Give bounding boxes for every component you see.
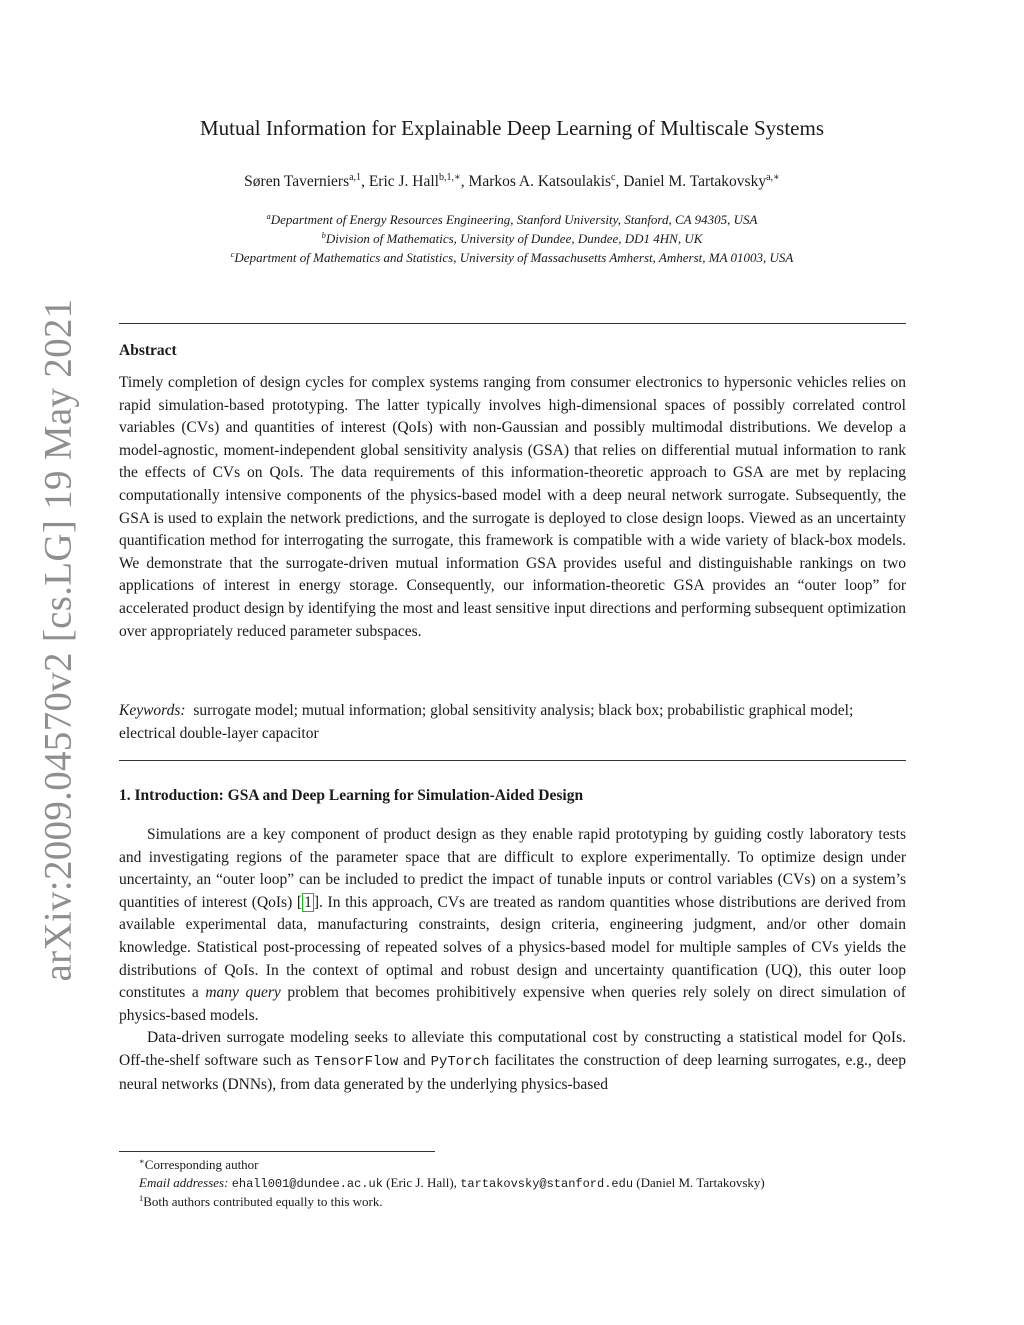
arxiv-identifier: arXiv:2009.04570v2 [cs.LG] 19 May 2021 — [36, 298, 80, 982]
footnotes — [119, 1156, 906, 1211]
author-list: Søren Taverniers$^{a,1}$, Eric J. Hall$^{b,1,∗}$, Markos A. Katsoulakis$^c$, Daniel M. Tartakovsky$^{a,∗}$ — [244, 172, 780, 190]
abstract-heading: Abstract — [119, 342, 177, 359]
footnote-rule — [119, 1151, 435, 1152]
citation-link[interactable]: 1 — [304, 893, 312, 911]
paragraph: Data-driven surrogate modeling seeks to alleviate this computational cost by constructing a statistical model for QoIs. Off-the-shelf software such as TensorFlow and PyTorch facilitates the construction of deep learning surrogates, e.g., deep neural networks (DNNs), from data generated by the underlying physics-based — [119, 1029, 906, 1093]
affiliation: $^b$Division of Mathematics, University of Dundee, Dundee, DD1 4HN, UK — [321, 230, 703, 246]
author-affiliation-mark: a,∗ — [766, 172, 780, 183]
email-link[interactable]: tartakovsky@stanford.edu — [460, 1177, 634, 1191]
paragraph: Simulations are a key component of product design as they enable rapid prototyping by guiding costly laboratory tests and investigating regions of the parameter space that are difficult to explore experimentally. To optimize design under uncertainty, an “outer loop” can be included to predict the impact of tunable inputs or control variables (CVs) on a system’s quantities of interest (QoIs) [ 1 ]. In this approach, CVs are treated as random quantities whose distributions are derived from available experimental data, manufacturing constraints, design criteria, engineering judgment, and/or other domain knowledge. Statistical post-processing of repeated solves of a physics-based model for multiple samples of CVs yields the distributions of QoIs. In the context of optimal and robust design and uncertainty quantification (UQ), this outer loop constitutes a many query problem that becomes prohibitively expensive when queries rely solely on direct simulation of physics-based models. — [119, 826, 906, 1024]
author-name: Søren Taverniers — [244, 173, 350, 190]
author-affiliation-mark: b,1,∗ — [438, 172, 461, 183]
paper-title: Mutual Information for Explainable Deep Learning of Multiscale Systems — [199, 116, 824, 140]
introduction-body — [119, 824, 906, 1096]
author-name: Eric J. Hall — [368, 173, 439, 190]
author-name: Markos A. Katsoulakis — [468, 173, 612, 190]
keywords-text: surrogate model; mutual information; global sensitivity analysis; black box; probabilistic graphical model; electrical double-layer capacitor — [119, 702, 854, 742]
author-affiliation-mark: c — [611, 172, 616, 183]
keywords-label: Keywords: — [119, 702, 186, 719]
abstract-bottom-rule — [119, 760, 906, 761]
author-name: Daniel M. Tartakovsky — [623, 173, 767, 190]
code-term: PyTorch — [430, 1053, 490, 1070]
footnote-corresponding: ∗Corresponding author — [139, 1156, 259, 1172]
abstract-text: Timely completion of design cycles for complex systems ranging from consumer electronics to hypersonic vehicles relies on rapid simulation-based prototyping. The latter typically involves high-dimensional spaces of possibly correlated control variables (CVs) and quantities of interest (QoIs) with non-Gaussian and possibly multimodal distributions. We develop a model-agnostic, moment-independent global sensitivity analysis (GSA) that relies on differential mutual information to rank the effects of CVs on QoIs. The data requirements of this information-theoretic approach to GSA are met by replacing computationally intensive components of the physics-based model with a deep neural network surrogate. Subsequently, the GSA is used to explain the network predictions, and the surrogate is deployed to close design loops. Viewed as an uncertainty quantification method for interrogating the surrogate, this framework is compatible with a wide variety of black-box models. We demonstrate that the surrogate-driven mutual information GSA provides useful and distinguishable rankings on two applications of interest in energy storage. Consequently, our information-theoretic GSA provides an “outer loop” for accelerated product design by identifying the most and least sensitive input directions and performing subsequent optimization over appropriately reduced parameter subspaces. — [119, 374, 906, 640]
section-heading-introduction: 1. Introduction: GSA and Deep Learning for Simulation-Aided Design — [119, 787, 584, 804]
abstract-top-rule — [119, 323, 906, 324]
code-term: TensorFlow — [314, 1053, 399, 1070]
author-affiliation-mark: a,1 — [349, 172, 362, 183]
affiliation-list — [0, 210, 1024, 267]
footnote-emails: Email addresses: ehall001@dundee.ac.uk (Eric J. Hall), tartakovsky@stanford.edu (Daniel M. Tartakovsky) — [139, 1175, 765, 1191]
footnote-equal-contribution: $^1$Both authors contributed equally to this work. — [139, 1193, 383, 1209]
affiliation: $^a$Department of Energy Resources Engineering, Stanford University, Stanford, CA 94305, USA — [266, 211, 758, 227]
email-link[interactable]: ehall001@dundee.ac.uk — [231, 1177, 383, 1191]
keywords — [119, 700, 906, 745]
affiliation: $^c$Department of Mathematics and Statistics, University of Massachusetts Amherst, Amherst, MA 01003, USA — [230, 249, 794, 265]
